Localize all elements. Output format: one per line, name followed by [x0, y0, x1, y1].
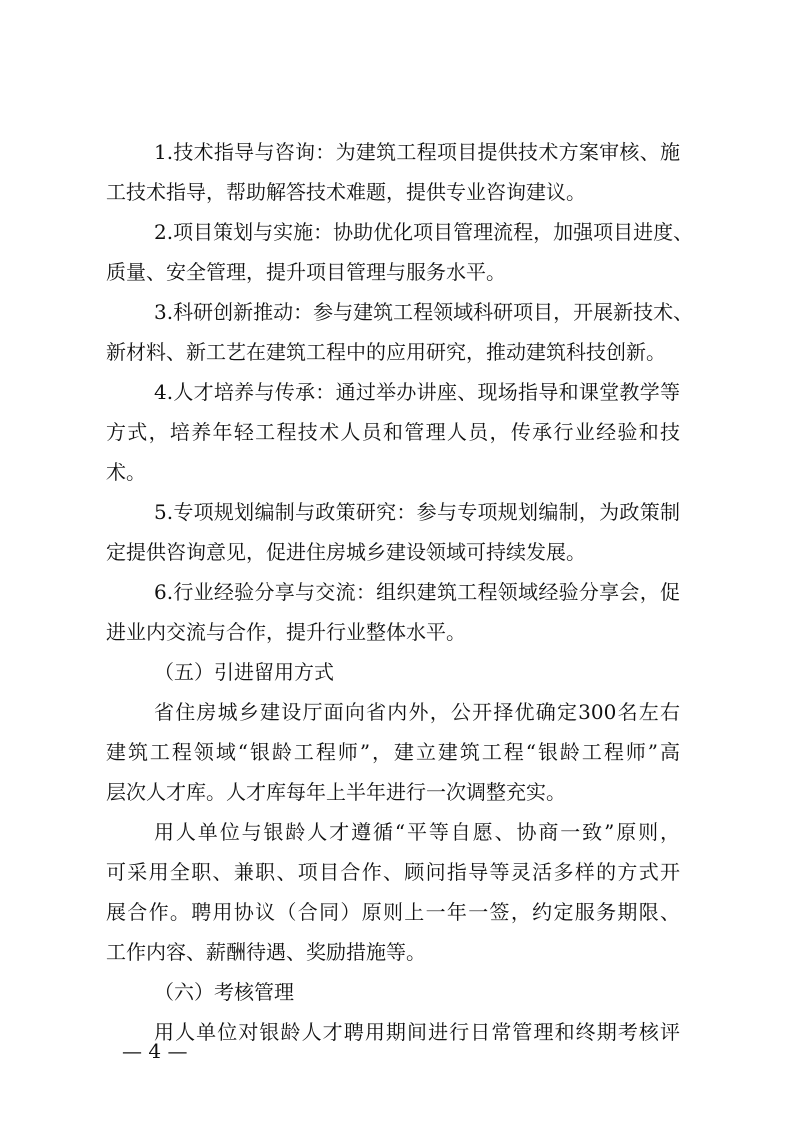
- paragraph-8-line-1: 用人单位与银龄人才遵循“平等自愿、协商一致”原则，: [154, 820, 680, 844]
- paragraph-1-line-2: 工技术指导，帮助解答技术难题，提供专业咨询建议。: [106, 180, 586, 204]
- paragraph-9-line-1: 用人单位对银龄人才聘用期间进行日常管理和终期考核评: [154, 1020, 680, 1044]
- paragraph-3-line-2: 新材料、新工艺在建筑工程中的应用研究，推动建筑科技创新。: [106, 340, 666, 364]
- paragraph-7-line-2: 建筑工程领域“银龄工程师”，建立建筑工程“银龄工程师”高: [106, 740, 680, 764]
- paragraph-8-line-3: 展合作。聘用协议（合同）原则上一年一签，约定服务期限、: [106, 900, 680, 924]
- page-number: — 4 —: [122, 1039, 188, 1063]
- paragraph-4-line-3: 术。: [106, 460, 146, 484]
- paragraph-4-line-2: 方式，培养年轻工程技术人员和管理人员，传承行业经验和技: [106, 420, 680, 444]
- paragraph-7-line-3: 层次人才库。人才库每年上半年进行一次调整充实。: [106, 780, 566, 804]
- paragraph-1-line-1: 1.技术指导与咨询：为建筑工程项目提供技术方案审核、施: [154, 140, 680, 164]
- paragraph-3-line-1: 3.科研创新推动：参与建筑工程领域科研项目，开展新技术、: [154, 300, 694, 324]
- paragraph-2-line-2: 质量、安全管理，提升项目管理与服务水平。: [106, 260, 506, 284]
- section-heading-6: （六）考核管理: [154, 980, 294, 1004]
- paragraph-5-line-1: 5.专项规划编制与政策研究：参与专项规划编制，为政策制: [154, 500, 680, 524]
- paragraph-7-line-1: 省住房城乡建设厅面向省内外，公开择优确定300名左右: [154, 700, 680, 724]
- paragraph-2-line-1: 2.项目策划与实施：协助优化项目管理流程，加强项目进度、: [154, 220, 694, 244]
- paragraph-6-line-2: 进业内交流与合作，提升行业整体水平。: [106, 620, 466, 644]
- paragraph-6-line-1: 6.行业经验分享与交流：组织建筑工程领域经验分享会，促: [154, 580, 680, 604]
- paragraph-5-line-2: 定提供咨询意见，促进住房城乡建设领域可持续发展。: [106, 540, 586, 564]
- paragraph-8-line-2: 可采用全职、兼职、项目合作、顾问指导等灵活多样的方式开: [106, 860, 680, 884]
- paragraph-4-line-1: 4.人才培养与传承：通过举办讲座、现场指导和课堂教学等: [154, 380, 680, 404]
- paragraph-8-line-4: 工作内容、薪酬待遇、奖励措施等。: [106, 940, 426, 964]
- section-heading-5: （五）引进留用方式: [154, 660, 334, 684]
